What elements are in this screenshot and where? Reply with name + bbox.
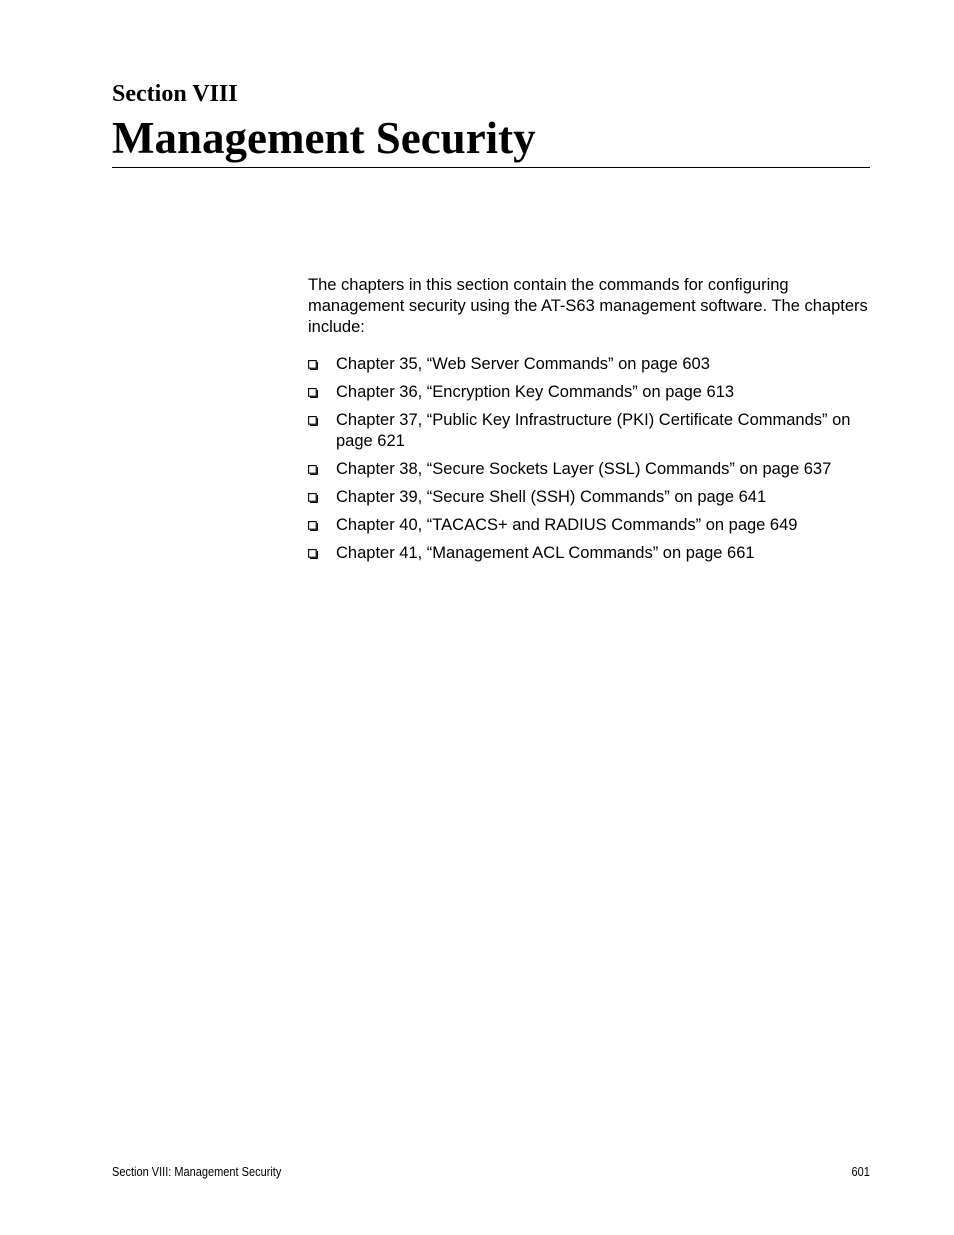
checkbox-outline-icon — [308, 360, 318, 370]
checkbox-outline-icon — [308, 388, 318, 398]
checkbox-outline-icon — [308, 465, 318, 475]
list-item — [308, 354, 873, 375]
title-divider — [112, 167, 870, 168]
footer-page-number: 601 — [851, 1165, 870, 1179]
list-item — [308, 543, 873, 564]
chapter-list — [308, 354, 873, 564]
page-title: Management Security — [112, 113, 536, 163]
checkbox-outline-icon — [308, 416, 318, 426]
chapter-reference: Chapter 35, “Web Server Commands” on page 603 — [336, 355, 710, 373]
list-item — [308, 515, 873, 536]
checkbox-outline-icon — [308, 493, 318, 503]
list-item — [308, 459, 873, 480]
footer-running-title: Section VIII: Management Security — [112, 1165, 282, 1179]
intro-paragraph: The chapters in this section contain the commands for configuring management security using the AT-S63 management software. The chapters include: — [308, 276, 868, 336]
chapter-reference: Chapter 36, “Encryption Key Commands” on page 613 — [336, 383, 735, 401]
chapter-reference: Chapter 38, “Secure Sockets Layer (SSL) Commands” on page 637 — [336, 460, 832, 478]
checkbox-outline-icon — [308, 521, 318, 531]
chapter-reference: Chapter 37, “Public Key Infrastructure (PKI) Certificate Commands” on page 621 — [336, 411, 851, 450]
chapter-reference: Chapter 39, “Secure Shell (SSH) Commands” on page 641 — [336, 488, 767, 506]
list-item — [308, 487, 873, 508]
chapter-reference: Chapter 40, “TACACS+ and RADIUS Commands” on page 649 — [336, 516, 798, 534]
checkbox-outline-icon — [308, 549, 318, 559]
section-label: Section VIII — [112, 81, 238, 107]
list-item — [308, 382, 873, 403]
chapter-reference: Chapter 41, “Management ACL Commands” on page 661 — [336, 544, 755, 562]
section-content — [308, 275, 873, 571]
list-item — [308, 410, 873, 452]
